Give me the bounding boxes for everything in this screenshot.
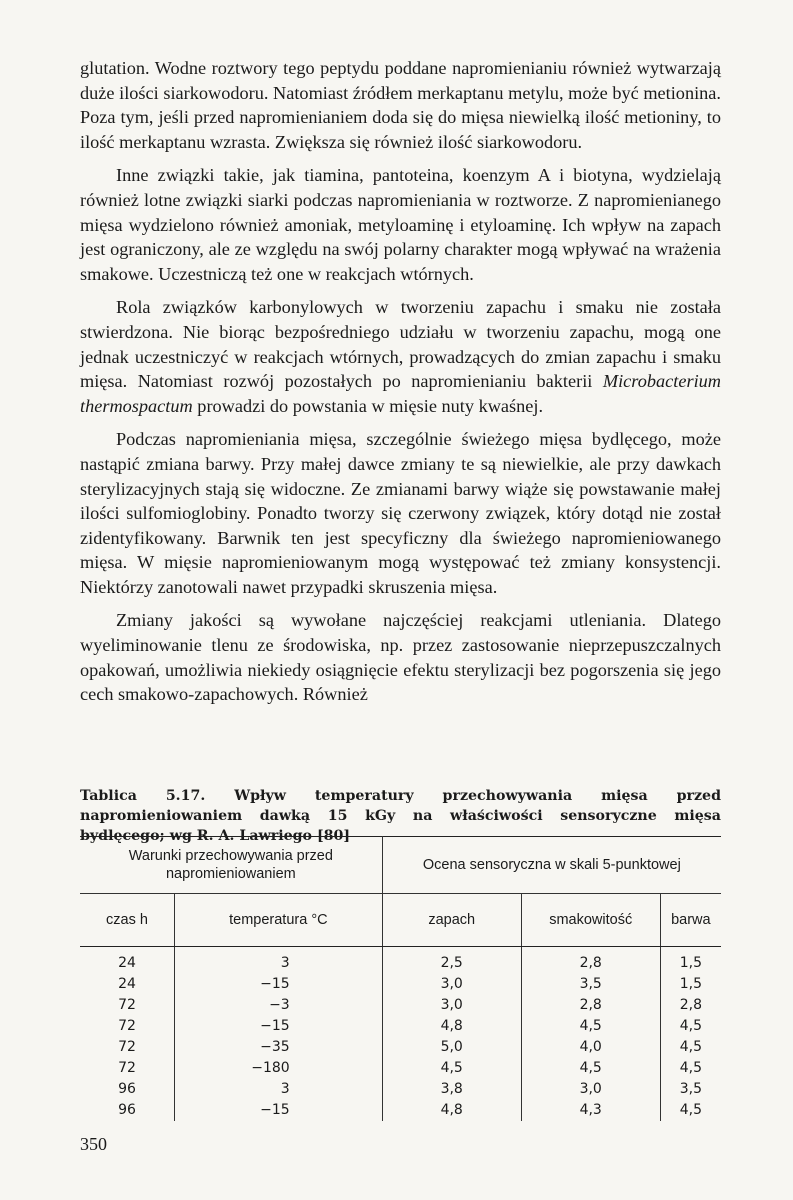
cell-taste: 3,0 (521, 1079, 660, 1100)
table-row (80, 1100, 721, 1121)
paragraph: glutation. Wodne roztwory tego peptydu poddane napromienianiu również wytwarzają duże ilości siarkowodoru. Natomiast źródłem merkaptanu metylu, może być metionina. Poza tym, jeśli przed napromienianiem doda się do mięsa niewielką ilość metioniny, to ilość merkaptanu wzrasta. Zwiększa się również ilość siarkowodoru. (80, 58, 721, 152)
table-row (80, 974, 721, 995)
table-row (80, 947, 721, 975)
cell-temperature: −3 (175, 995, 383, 1016)
cell-color: 2,8 (679, 997, 702, 1013)
cell-taste: 4,5 (521, 1058, 660, 1079)
cell-smell: 2,5 (382, 947, 521, 975)
cell-temperature: −15 (175, 1016, 383, 1037)
header-smell: zapach (382, 894, 521, 947)
header-color: barwa (660, 894, 721, 947)
page-number: 350 (80, 1134, 107, 1154)
cell-time: 72 (80, 995, 175, 1016)
table-row (80, 1079, 721, 1100)
cell-temperature: −15 (175, 974, 383, 995)
cell-smell: 4,8 (382, 1016, 521, 1037)
cell-temperature: −35 (175, 1037, 383, 1058)
cell-taste: 4,5 (521, 1016, 660, 1037)
cell-time: 72 (80, 1037, 175, 1058)
cell-taste: 4,0 (521, 1037, 660, 1058)
cell-temperature: −180 (175, 1058, 383, 1079)
cell-smell: 5,0 (382, 1037, 521, 1058)
cell-time: 24 (80, 974, 175, 995)
header-taste: smakowitość (521, 894, 660, 947)
paragraph: Inne związki takie, jak tiamina, pantoteina, koenzym A i biotyna, wydzielają również lotne związki siarki podczas napromieniania w roztworze. Z napromienianego mięsa wydzielono również amoniak, metyloaminę i etyloaminę. Ich wpływ na zapach jest ograniczony, ale ze względu na swój polarny charakter mogą wpływać na wrażenia smakowe. Uczestniczą też one w reakcjach wtórnych. (80, 165, 721, 284)
cell-temperature: 3 (175, 1079, 383, 1100)
table-caption: Tablica 5.17. Wpływ temperatury przechowywania mięsa przed napromieniowaniem dawką 15 kGy na właściwości sensoryczne mięsa bydlęcego; wg R. A. Lawriego [80] (80, 788, 721, 844)
cell-color: 4,5 (679, 1060, 702, 1076)
paragraph: Zmiany jakości są wywołane najczęściej reakcjami utleniania. Dlatego wyeliminowanie tlenu ze środowiska, np. przez zastosowanie nieprzepuszczalnych opakowań, umożliwia niekiedy osiągnięcie efektu sterylizacji bez pogorszenia się jego cech smakowo-zapachowych. Również (80, 610, 721, 705)
cell-time: 72 (80, 1058, 175, 1079)
cell-time: 96 (80, 1079, 175, 1100)
header-time-label: czas h (106, 912, 148, 928)
cell-taste: 4,3 (521, 1100, 660, 1121)
cell-color: 1,5 (679, 976, 702, 992)
table-row (80, 1037, 721, 1058)
cell-smell: 4,5 (382, 1058, 521, 1079)
table-row (80, 1058, 721, 1079)
table-body (80, 947, 721, 1122)
cell-time: 72 (80, 1016, 175, 1037)
cell-color: 3,5 (679, 1081, 702, 1097)
cell-time: 24 (80, 947, 175, 975)
cell-color: 4,5 (679, 1018, 702, 1034)
cell-taste: 2,8 (521, 995, 660, 1016)
cell-taste: 3,5 (521, 974, 660, 995)
paragraph: Podczas napromieniania mięsa, szczególnie świeżego mięsa bydlęcego, może nastąpić zmiana barwy. Przy małej dawce zmiany te są niewielkie, ale przy dawkach sterylizacyjnych stają się widoczne. Ze zmianami barwy wiąże się powstawanie małej ilości sulfomioglobiny. Ponadto tworzy się czerwony związek, który dotąd nie został zidentyfikowany. Barwnik ten jest specyficzny dla świeżego napromieniowanego mięsa. W mięsie napromieniowanym mogą występować też zmiany konsystencji. Niektórzy zanotowali nawet przypadki skruszenia mięsa. (80, 429, 721, 597)
table-row (80, 1016, 721, 1037)
header-storage-conditions: Warunki przechowywania przed napromieniowaniem (80, 837, 382, 894)
header-sensory-evaluation: Ocena sensoryczna w skali 5-punktowej (382, 837, 721, 894)
header-temperature: temperatura °C (175, 894, 383, 947)
header-time (80, 894, 175, 947)
cell-taste: 2,8 (521, 947, 660, 975)
cell-smell: 3,0 (382, 974, 521, 995)
cell-smell: 3,8 (382, 1079, 521, 1100)
cell-color: 4,5 (679, 1102, 702, 1118)
body-text (80, 56, 721, 716)
paragraph: Rola związków karbonylowych w tworzeniu zapachu i smaku nie została stwierdzona. Nie biorąc bezpośredniego udziału w tworzeniu zapachu, mogą one jednak uczestniczyć w reakcjach wtórnych, prowadzących do zmian zapachu i smaku mięsa. Natomiast rozwój pozostałych po napromienianiu bakterii Microbacterium thermospactum prowadzi do powstania w mięsie nuty kwaśnej. (80, 297, 721, 416)
cell-temperature: 3 (175, 947, 383, 975)
cell-color: 4,5 (679, 1039, 702, 1055)
cell-color: 1,5 (679, 955, 702, 971)
cell-smell: 3,0 (382, 995, 521, 1016)
table-row (80, 995, 721, 1016)
sensory-table (80, 836, 721, 1121)
cell-time: 96 (80, 1100, 175, 1121)
cell-smell: 4,8 (382, 1100, 521, 1121)
cell-temperature: −15 (175, 1100, 383, 1121)
